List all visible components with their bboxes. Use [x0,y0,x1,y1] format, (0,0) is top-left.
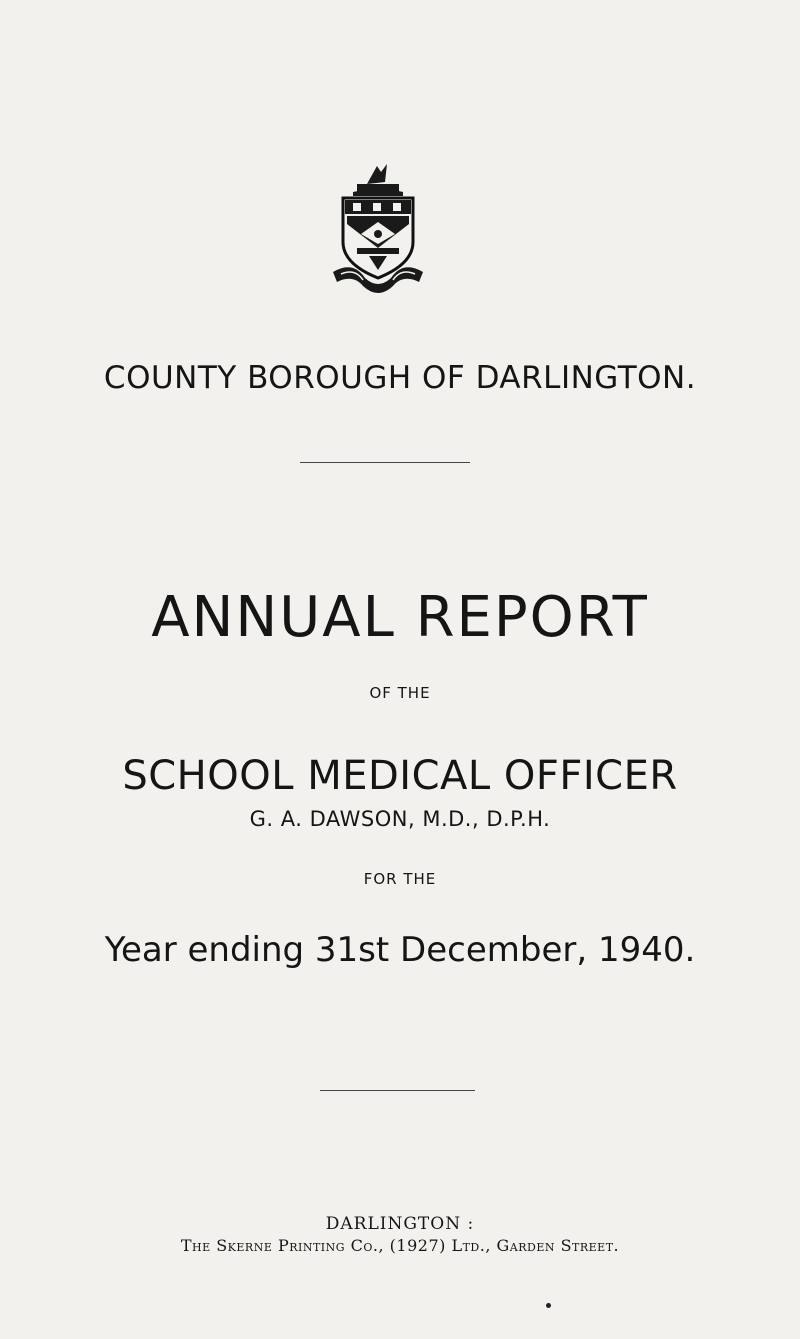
of-the-label: OF THE [369,684,431,702]
report-period: Year ending 31st December, 1940. [104,930,696,970]
ink-mark [546,1303,551,1308]
borough-title: COUNTY BOROUGH OF DARLINGTON. [103,360,697,396]
imprint-city: DARLINGTON : [325,1214,475,1234]
borough-coat-of-arms-icon [333,160,423,302]
for-the-label: FOR THE [363,870,437,888]
divider [320,1090,475,1091]
imprint-printer: The Skerne Printing Co., (1927) Ltd., Garden Street. [180,1236,620,1255]
divider [300,462,470,463]
officer-name: G. A. DAWSON, M.D., D.P.H. [249,807,551,831]
report-title: ANNUAL REPORT [151,585,649,650]
officer-title: SCHOOL MEDICAL OFFICER [122,753,678,799]
